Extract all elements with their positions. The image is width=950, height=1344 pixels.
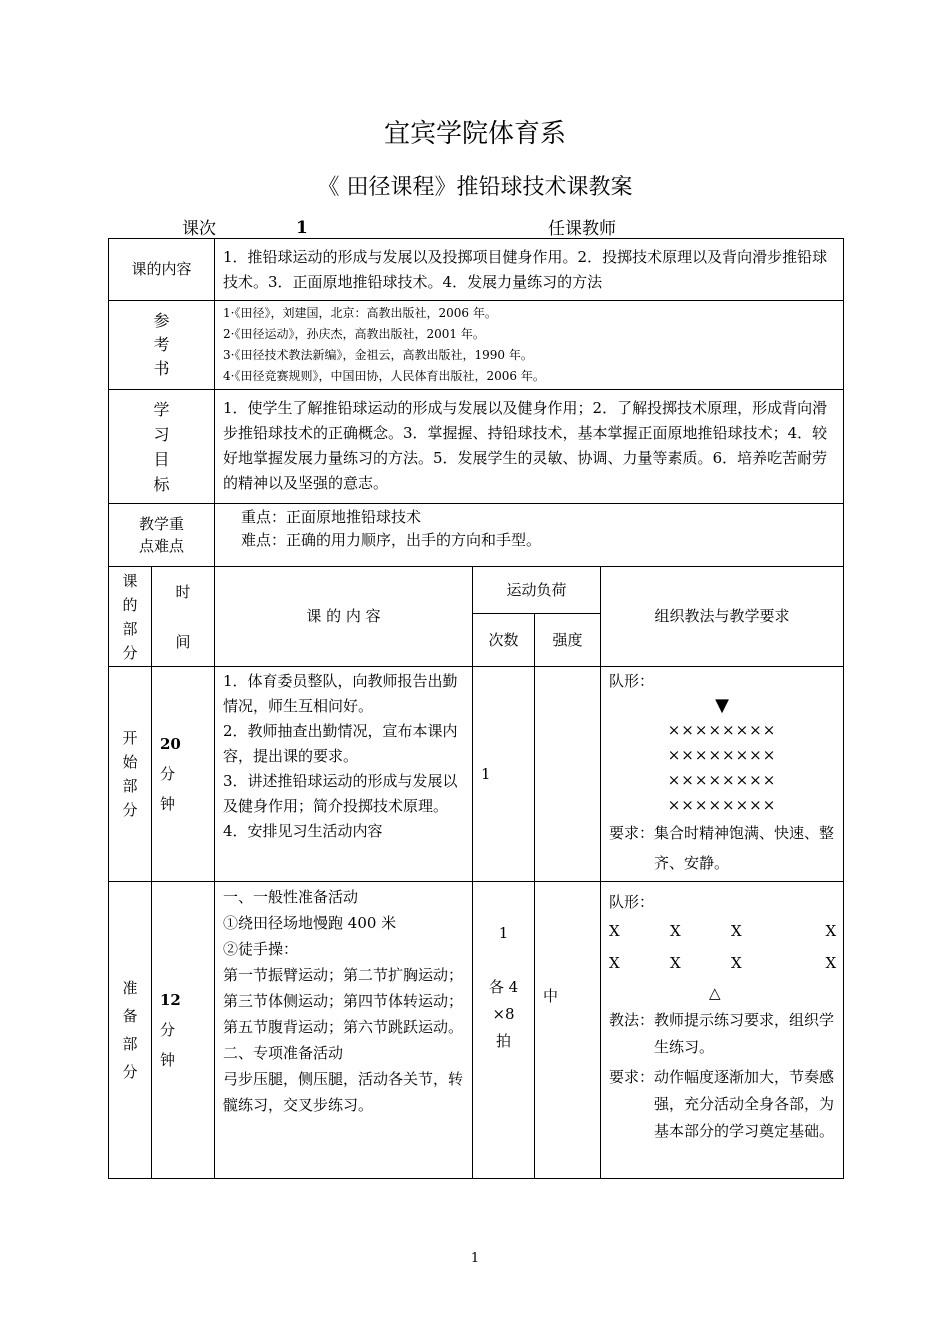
section-organization [601, 667, 843, 881]
section-duration: 12 分 钟 [160, 991, 181, 1069]
page-number: 1 [470, 1251, 480, 1266]
teacher-underline [616, 218, 752, 239]
lesson-underline [216, 218, 388, 239]
section-intensity: 中 [543, 987, 559, 1005]
lesson-number: 1 [296, 218, 308, 238]
difficulty-point: 难点：正确的用力顺序，出手的方向和手型。 [241, 531, 542, 549]
section-row-warmup [109, 882, 844, 1179]
formation-row: ×××××××× [667, 796, 777, 814]
content-label: 课的内容 [109, 239, 215, 301]
key-points-row [109, 504, 844, 567]
section-row-start [109, 667, 844, 882]
formation-label: 队形： [609, 672, 655, 690]
lesson-field [182, 214, 388, 239]
reference-item: 2·《田径运动》，孙庆杰，高教出版社，2001 年。 [223, 327, 485, 341]
goals-text: 1．使学生了解推铅球运动的形成与发展以及健身作用；2．了解投掷技术原理，形成背向滑步推铅球技术的正确概念。3．掌握握、持铅球技术，基本掌握正面原地推铅球技术；4．较好地掌握发展力量练习的方法。5．发展学生的灵敏、协调、力量等素质。6．培养吃苦耐劳的精神以及坚强的意志。 [223, 399, 828, 492]
section-part-label: 准 备 部 分 [122, 979, 138, 1081]
document-title: 宜宾学院体育系 [383, 119, 566, 149]
formation-row: ×××××××× [667, 721, 777, 739]
formation-row: X X X X [609, 922, 837, 940]
section-count: 1 [473, 667, 535, 882]
goals-label: 学 习 目 标 [153, 399, 170, 494]
col-part-header: 课 的 部 分 [122, 571, 138, 662]
goals-row [109, 390, 844, 504]
section-intensity [535, 667, 601, 882]
references-label: 参 考 书 [153, 311, 170, 378]
formation-label: 队形： [609, 893, 655, 911]
teacher-position-icon: ▼ [715, 695, 729, 716]
key-points-label: 教学重 点难点 [139, 515, 185, 555]
col-count-header: 次数 [473, 614, 535, 667]
col-content-header: 课 的 内 容 [215, 567, 473, 667]
lesson-plan-table [108, 238, 844, 1179]
lesson-label: 课次 [182, 219, 216, 239]
col-load-header: 运动负荷 [473, 567, 601, 614]
section-organization [601, 882, 843, 1148]
reference-item: 3·《田径技术教法新编》，金祖云，高教出版社，1990 年。 [223, 348, 533, 362]
section-duration: 20 分 钟 [160, 735, 181, 813]
section-count: 1 各 4 ×8 拍 [488, 924, 519, 1050]
section-content: 1．体育委员整队，向教师报告出勤情况，师生互相问好。 2．教师抽查出勤情况，宣布本课内容，提出课的要求。 3．讲述推铅球运动的形成与发展以及健身作用；简介投掷技术原理。 4．安排见习生活动内容 [223, 672, 458, 840]
teacher-label: 任课教师 [548, 219, 616, 239]
formation-row: ×××××××× [667, 746, 777, 764]
formation-row: X X X X [609, 954, 837, 972]
teaching-method: 教法： 教师提示练习要求，组织学生练习。 [609, 1011, 835, 1056]
header-row-1 [109, 567, 844, 614]
col-intensity-header: 强度 [535, 614, 601, 667]
col-time-header: 时 间 [175, 582, 191, 651]
section-content: 一、一般性准备活动 ①绕田径场地慢跑 400 米 ②徒手操： 第一节振臂运动；第二节扩胸运动；第三节体侧运动；第四节体转运动；第五节腹背运动；第六节跳跃运动。 二、专项准备活动 弓步压腿，侧压腿，活动各关节，转髋练习，交叉步练习。 [223, 888, 464, 1114]
content-row [109, 239, 844, 301]
teacher-field [548, 214, 752, 239]
content-text: 1．推铅球运动的形成与发展以及投掷项目健身作用。2．投掷技术原理以及背向滑步推铅球技术。3．正面原地推铅球技术。4．发展力量练习的方法 [223, 248, 828, 291]
section-part-label: 开 始 部 分 [122, 729, 138, 819]
requirement: 要求： 集合时精神饱满、快速、整齐、安静。 [609, 824, 835, 872]
reference-item: 1·《田径》，刘建国，北京：高教出版社，2006 年。 [223, 306, 497, 320]
col-method-header: 组织教法与教学要求 [601, 567, 844, 667]
requirement: 要求： 动作幅度逐渐加大，节奏感强，充分活动全身各部，为基本部分的学习奠定基础。 [609, 1068, 835, 1140]
references-row [109, 301, 844, 390]
key-point: 重点：正面原地推铅球技术 [241, 508, 422, 526]
teacher-position-icon: △ [709, 984, 721, 1002]
references-list [215, 301, 843, 389]
formation-row: ×××××××× [667, 771, 777, 789]
document-subtitle: 《 田径课程》推铅球技术课教案 [317, 175, 633, 200]
reference-item: 4·《田径竞赛规则》，中国田协，人民体育出版社，2006 年。 [223, 369, 545, 383]
